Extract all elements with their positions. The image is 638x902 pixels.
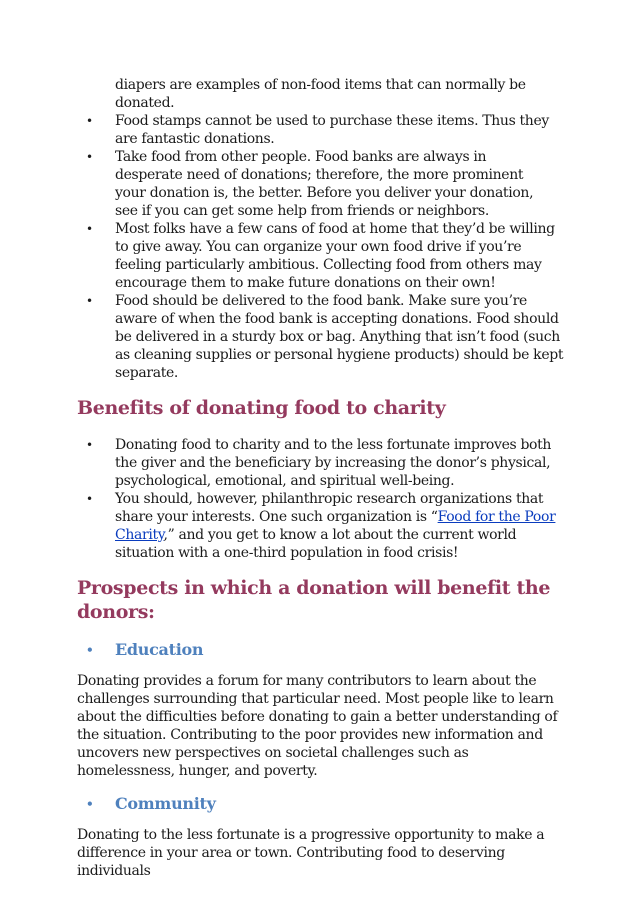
list-item: • Take food from other people. Food banks are always in desperate need of donations; therefore, the more prominent your donation is, the better. Before you deliver your donation, see if you can get some help from friends or neighbors. [86, 149, 534, 219]
bullet-icon: • [86, 150, 93, 164]
benefits-heading: Benefits of donating food to charity [77, 397, 446, 419]
list-item: • Food stamps cannot be used to purchase these items. Thus they are fantastic donations. [86, 113, 549, 147]
food-tips-list [77, 112, 567, 382]
list-item: • Donating food to charity and to the less fortunate improves both the giver and the beneficiary by increasing the donor’s physical, psychological, emotional, and spiritual well-being. [86, 437, 552, 489]
prospects-heading: Prospects in which a donation will benefit the donors: [77, 577, 551, 623]
list-item: • You should, however, philanthropic research organizations that share your interests. One such organization is “Food for the Poor Charity,” and you get to know a lot about the current world situation with a one-third population in food crisis! [86, 491, 556, 561]
bullet-icon: • [86, 797, 94, 811]
community-paragraph: Donating to the less fortunate is a progressive opportunity to make a difference in your area or town. Contributing food to deserving individuals [77, 827, 545, 879]
bullet-icon: • [86, 492, 93, 506]
benefits-list [77, 436, 567, 562]
bullet-icon: • [86, 294, 93, 308]
bullet-icon: • [86, 222, 93, 236]
bullet-icon: • [86, 114, 93, 128]
education-paragraph: Donating provides a forum for many contributors to learn about the challenges surrounding that particular need. Most people like to learn about the difficulties before donating to gain a better understanding of the situation. Contributing to the poor provides new information and uncovers new perspectives on societal challenges such as homelessness, hunger, and poverty. [77, 673, 558, 779]
intro-continuation: diapers are examples of non-food items that can normally be donated. [115, 77, 526, 111]
community-heading: • Community [86, 794, 216, 813]
food-for-the-poor-link[interactable]: Food for the Poor Charity [115, 509, 556, 543]
list-item: • Food should be delivered to the food bank. Make sure you’re aware of when the food bank is accepting donations. Food should be delivered in a sturdy box or bag. Anything that isn’t food (such as cleaning supplies or personal hygiene products) should be kept separate. [86, 293, 564, 381]
document-page [77, 76, 567, 880]
education-heading: • Education [86, 640, 204, 659]
list-item: • Most folks have a few cans of food at home that they’d be willing to give away. You can organize your own food drive if you’re feeling particularly ambitious. Collecting food from others may encourage them to make future donations on their own! [86, 221, 555, 291]
bullet-icon: • [86, 643, 94, 657]
bullet-icon: • [86, 438, 93, 452]
